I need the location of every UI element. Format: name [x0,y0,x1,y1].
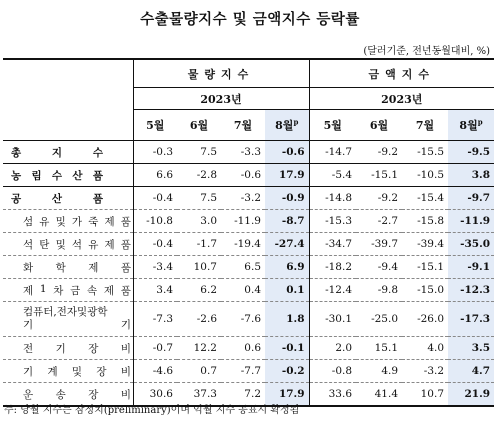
cell-volume-4: -8.7 [265,210,309,233]
header-month-value-2: 6월 [369,119,389,132]
cell-volume-3: -11.9 [221,210,265,233]
header-month-volume-2: 6월 [189,119,209,132]
row-label: 컴퓨터,전자및광학 기 기 [3,302,133,337]
cell-value-2: -39.7 [356,233,402,256]
cell-volume-3: -3.3 [221,141,265,164]
cell-volume-1: -4.6 [133,360,177,383]
header-volume-year: 2023년 [133,88,309,110]
row-label-text: 석 탄 및 석 유 제 품 [23,238,131,251]
cell-volume-4: -27.4 [265,233,309,256]
cell-volume-2: 7.5 [177,141,221,164]
header-month-volume-1: 5월 [133,110,177,141]
cell-value-4: -9.5 [448,141,494,164]
row-label [3,233,133,256]
cell-value-1: -0.8 [309,360,356,383]
row-label-text: 운 송 장 비 [23,388,131,401]
cell-value-1: -12.4 [309,279,356,302]
cell-value-1: -34.7 [309,233,356,256]
cell-volume-1: -10.8 [133,210,177,233]
cell-volume-1: 30.6 [133,383,177,407]
cell-volume-3: 0.6 [221,337,265,360]
header-value-year: 2023년 [309,88,494,110]
cell-value-1: 2.0 [309,337,356,360]
cell-value-2: -9.2 [356,187,402,210]
cell-value-1: -15.3 [309,210,356,233]
cell-value-2: -9.8 [356,279,402,302]
cell-value-2: -15.1 [356,164,402,187]
cell-value-3: -15.8 [402,210,448,233]
cell-volume-4: 1.8 [265,302,309,337]
cell-volume-2: -1.7 [177,233,221,256]
cell-value-2: -9.2 [356,141,402,164]
footnote: 주: 당월 지수는 잠정치(preliminary)이며 익월 지수 공표시 확정됨 [4,405,300,416]
cell-value-4: 21.9 [448,383,494,407]
header-month-value-1: 5월 [309,110,356,141]
cell-volume-3: -7.6 [221,302,265,337]
cell-volume-1: -0.4 [133,187,177,210]
row-label [3,360,133,383]
cell-value-4: 3.8 [448,164,494,187]
cell-volume-3: 6.5 [221,256,265,279]
cell-volume-4: -0.6 [265,141,309,164]
table-row [3,233,494,256]
cell-value-1: -30.1 [309,302,356,337]
cell-value-3: -15.5 [402,141,448,164]
cell-volume-2: 7.5 [177,187,221,210]
row-label-text: 제 1 차 금 속 제 품 [23,282,131,297]
cell-value-4: 3.5 [448,337,494,360]
cell-volume-1: -7.3 [133,302,177,337]
row-label-text: 농 림 수 산 품 [11,169,103,182]
row-label [3,187,133,210]
cell-volume-4: 0.1 [265,279,309,302]
cell-volume-4: 6.9 [265,256,309,279]
cell-value-2: 4.9 [356,360,402,383]
cell-value-3: -26.0 [402,302,448,337]
cell-volume-2: 0.7 [177,360,221,383]
cell-volume-1: -0.4 [133,233,177,256]
table-row [3,360,494,383]
row-label [3,164,133,187]
row-label [3,279,133,302]
row-label [3,210,133,233]
cell-value-4: -9.1 [448,256,494,279]
cell-volume-3: -3.2 [221,187,265,210]
cell-volume-1: -0.3 [133,141,177,164]
header-month-volume-3: 7월 [233,119,253,132]
cell-volume-2: 37.3 [177,383,221,407]
row-label-text: 화 학 제 품 [23,261,131,274]
cell-value-3: 10.7 [402,383,448,407]
cell-volume-3: -7.7 [221,360,265,383]
cell-volume-3: -19.4 [221,233,265,256]
table-row [3,256,494,279]
cell-volume-1: 6.6 [133,164,177,187]
header-empty [3,59,133,141]
cell-value-1: -14.8 [309,187,356,210]
cell-volume-1: -0.7 [133,337,177,360]
cell-value-4: -17.3 [448,302,494,337]
cell-value-3: -15.4 [402,187,448,210]
row-label-text: 공 산 품 [11,192,103,205]
cell-volume-3: 7.2 [221,383,265,407]
table-row [3,141,494,164]
cell-value-2: 15.1 [356,337,402,360]
cell-volume-2: -2.6 [177,302,221,337]
cell-value-3: -10.5 [402,164,448,187]
cell-value-1: -5.4 [309,164,356,187]
cell-volume-4: -0.2 [265,360,309,383]
cell-value-2: 41.4 [356,383,402,407]
row-label-text: 섬 유 및 가 죽 제 품 [23,215,131,228]
row-label [3,337,133,360]
row-label-text: 전 기 장 비 [23,342,131,355]
cell-volume-4: -0.9 [265,187,309,210]
cell-volume-2: 3.0 [177,210,221,233]
cell-value-1: -18.2 [309,256,356,279]
cell-value-4: -35.0 [448,233,494,256]
cell-volume-1: 3.4 [133,279,177,302]
cell-volume-1: -3.4 [133,256,177,279]
index-table [3,58,494,407]
cell-value-3: -15.1 [402,256,448,279]
page-title: 수출물량지수 및 금액지수 등락률 [140,11,360,28]
cell-volume-3: -0.6 [221,164,265,187]
cell-volume-3: 0.4 [221,279,265,302]
cell-value-3: -3.2 [402,360,448,383]
header-volume-group: 물량지수 [133,59,309,88]
cell-volume-2: 10.7 [177,256,221,279]
cell-volume-2: 12.2 [177,337,221,360]
row-label-text: 총 지 수 [11,146,103,159]
cell-value-3: -39.4 [402,233,448,256]
cell-value-1: -14.7 [309,141,356,164]
cell-volume-2: 6.2 [177,279,221,302]
cell-volume-2: -2.8 [177,164,221,187]
cell-value-4: -12.3 [448,279,494,302]
row-label [3,141,133,164]
cell-value-4: -11.9 [448,210,494,233]
row-label [3,256,133,279]
header-month-value-4: 8월$^p$ [448,110,494,141]
table-row [3,187,494,210]
header-value-group: 금액지수 [309,59,494,88]
table-row [3,302,494,337]
cell-value-3: 4.0 [402,337,448,360]
cell-value-2: -9.4 [356,256,402,279]
cell-volume-4: -0.1 [265,337,309,360]
table-row [3,337,494,360]
cell-value-4: 4.7 [448,360,494,383]
cell-value-4: -9.7 [448,187,494,210]
cell-value-2: -25.0 [356,302,402,337]
cell-volume-4: 17.9 [265,164,309,187]
table-row [3,210,494,233]
header-month-value-3: 7월 [415,119,435,132]
table-row [3,164,494,187]
table-row [3,279,494,302]
cell-value-3: -15.0 [402,279,448,302]
row-label-text: 기 계 및 장 비 [23,365,131,378]
unit-note: (달러기준, 전년동월대비, %) [363,46,490,57]
header-month-volume-4: 8월$^p$ [265,110,309,141]
cell-volume-4: 17.9 [265,383,309,407]
cell-value-2: -2.7 [356,210,402,233]
cell-value-1: 33.6 [309,383,356,407]
